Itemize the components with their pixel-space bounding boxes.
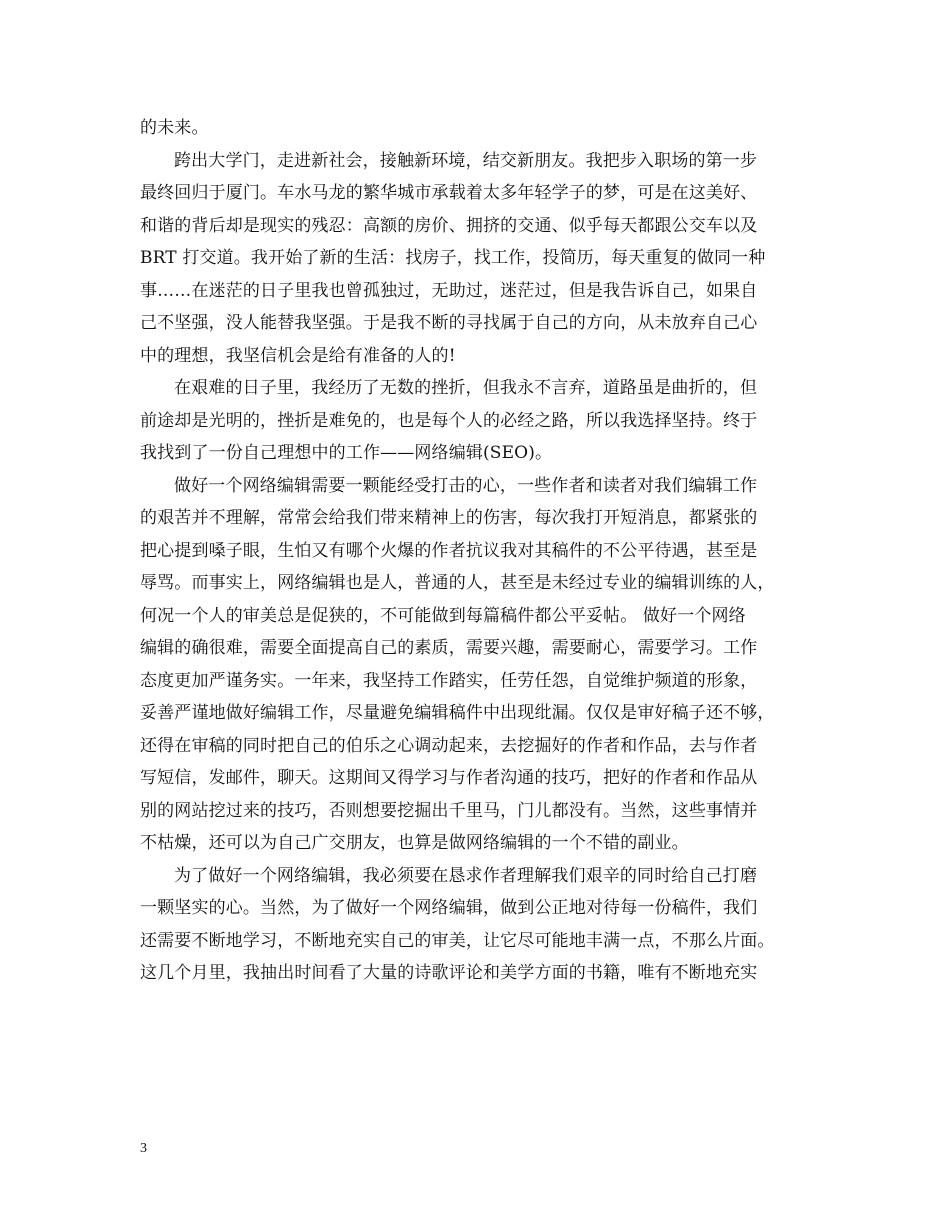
text-line: 前途却是光明的，挫折是难免的，也是每个人的必经之路，所以我选择坚持。终于	[140, 410, 758, 431]
text-line: 辱骂。而事实上，网络编辑也是人，普通的人，甚至是未经过专业的编辑训练的人，	[140, 573, 775, 593]
text-line: 的未来。	[140, 118, 209, 138]
text-line: 做好一个网络编辑需要一颗能经受打击的心，一些作者和读者对我们编辑工作	[174, 475, 758, 496]
text-line: 这几个月里，我抽出时间看了大量的诗歌评论和美学方面的书籍，唯有不断地充实	[140, 963, 758, 983]
text-line: 编辑的确很难，需要全面提高自己的素质，需要兴趣，需要耐心，需要学习。工作	[140, 638, 758, 658]
text-line: 己不坚强，没人能替我坚强。于是我不断的寻找属于自己的方向，从未放弃自己心	[140, 313, 758, 333]
text-line: 不枯燥，还可以为自己广交朋友，也算是做网络编辑的一个不错的副业。	[140, 833, 689, 853]
text-line: 我找到了一份自己理想中的工作——网络编辑(SEO)。	[140, 443, 553, 463]
text-line: 还得在审稿的同时把自己的伯乐之心调动起来，去挖掘好的作者和作品，去与作者	[140, 735, 758, 756]
text-line: 的艰苦并不理解，常常会给我们带来精神上的伤害，每次我打开短消息，都紧张的	[140, 508, 758, 528]
text-line: 最终回归于厦门。车水马龙的繁华城市承载着太多年轻学子的梦，可是在这美好、	[140, 183, 758, 203]
document-body	[140, 112, 830, 990]
text-line: 把心提到嗓子眼，生怕又有哪个火爆的作者抗议我对其稿件的不公平待遇，甚至是	[140, 540, 758, 561]
text-line: 写短信，发邮件，聊天。这期间又得学习与作者沟通的技巧，把好的作者和作品从	[140, 768, 758, 788]
text-line: 在艰难的日子里，我经历了无数的挫折，但我永不言弃，道路虽是曲折的，但	[174, 378, 758, 398]
text-line: 跨出大学门，走进新社会，接触新环境，结交新朋友。我把步入职场的第一步	[174, 150, 758, 171]
text-line: 事……在迷茫的日子里我也曾孤独过，无助过，迷茫过，但是我告诉自己，如果自	[140, 280, 758, 301]
text-line: 何况一个人的审美总是促狭的，不可能做到每篇稿件都公平妥帖。 做好一个网络	[140, 605, 746, 626]
text-line: 还需要不断地学习，不断地充实自己的审美，让它尽可能地丰满一点，不那么片面。	[140, 930, 775, 951]
text-line: 一颗坚实的心。当然，为了做好一个网络编辑，做到公正地对待每一份稿件，我们	[140, 898, 758, 918]
text-line: 别的网站挖过来的技巧，否则想要挖掘出千里马，门儿都没有。当然，这些事情并	[140, 800, 758, 821]
text-line: 态度更加严谨务实。一年来，我坚持工作踏实，任劳任怨，自觉维护频道的形象，	[140, 670, 758, 691]
text-line: 妥善严谨地做好编辑工作，尽量避免编辑稿件中出现纰漏。仅仅是审好稿子还不够，	[140, 703, 775, 723]
text-line: 和谐的背后却是现实的残忍：高额的房价、拥挤的交通、似乎每天都跟公交车以及	[140, 215, 758, 236]
text-line: BRT 打交道。我开始了新的生活：找房子，找工作，投简历，每天重复的做同一种	[140, 248, 766, 268]
text-line: 中的理想，我坚信机会是给有准备的人的!	[140, 345, 456, 366]
page-number: 3	[140, 1141, 147, 1156]
text-line: 为了做好一个网络编辑，我必须要在恳求作者理解我们艰辛的同时给自己打磨	[174, 865, 758, 886]
